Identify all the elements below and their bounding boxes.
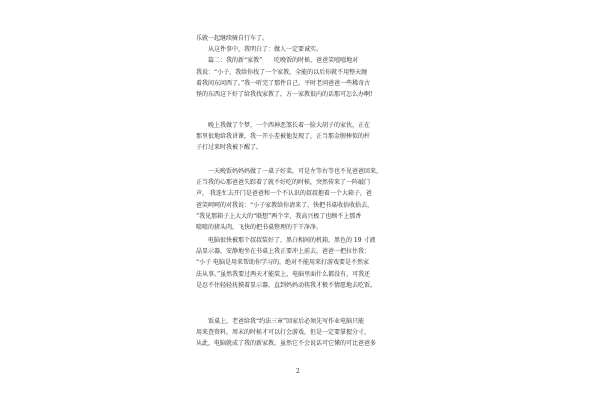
paragraph-group-1: [196, 33, 406, 100]
paragraph-group-3: [196, 166, 406, 233]
text-line: 声， 我连忙去开门是爸爸和一个不认识的叔叔抱着一个大箱子，爸: [196, 190, 372, 198]
text-line: 从这件事中，我明白了：做人一定要诚实。: [208, 46, 323, 54]
text-line: 乐就一起继续骑自行车了。: [196, 35, 269, 42]
text-line: 子打过来时我被下醒了。: [196, 144, 263, 152]
text-line: 那里很地给我讲课，我一开小差被他发现了，正当那金腥棒似的杆: [196, 133, 371, 141]
text-line: 爸笑呵呵的对我说：“小子家教给你请来了，快把书桌收拾收拾去，: [196, 201, 374, 209]
paragraph-group-4: [196, 235, 406, 291]
text-line: 怪的东西这下好了给我找家教了，方一家教很内的话那可怎么办啊!: [196, 90, 373, 98]
text-line: 从此，电脑就成了我的新家教，虽然它不会说话可它懂的可比爸爸多: [196, 340, 377, 348]
text-line: 晚上我做了个梦，一个西神恶煞长着一脸大胡子的家伙，正在: [208, 122, 371, 129]
text-line: 晶显示器，安静地坐在书桌上我正要冲上前去，爸爸一把拉住我：: [196, 248, 371, 256]
page-number: 2: [296, 368, 300, 375]
text-line: ”我见那箱子上大大的“联想”两个字，我高兴极了也顾不上那香: [196, 212, 362, 220]
text-line: 篇二：我的新“家教” 吃晚饭的时候，爸爸笑嘻嘻地对: [208, 57, 359, 65]
text-line: 是忍不住轻轻抚摸着显示器，直到妈妈动筷我才极不情愿地去吃饭。: [196, 281, 377, 289]
text-line: 法从事。”虽然我要过两天才能装上，电脑里面什么都没有，可我还: [196, 270, 371, 278]
text-line: 我说：“小子，我给你找了一个家教，全能的以后你就不用整天缠: [196, 68, 368, 76]
paragraph-group-5: [196, 316, 406, 350]
text-line: 着我问东问西了。”我一听完了那件自己，平时老问爸爸一些稀奇古: [196, 79, 371, 87]
text-line: 一天晚饭妈妈妈做了一桌子好菜，可是左等右等也不见爸爸回来，: [208, 168, 383, 175]
text-line: 用来查资料，周末的时候才可以打会游戏，但是一定要掌握分寸，: [196, 329, 371, 337]
text-line: 电脑很快被那个叔叔装好了，黑白相间的机箱，黑色的 19 寸液: [208, 237, 376, 244]
text-line: 正当我的心那爸爸失踪着了就不好吃的时候，突然传来了一阵敲门: [196, 179, 371, 187]
paragraph-group-2: [196, 120, 406, 154]
text-line: “小子 电脑是用来帮助你学习的，绝对不能用来打游戏要是不然家: [196, 259, 369, 267]
text-line: 饭桌上，老爸给我“约法三章”回家后必须先写作业电脑只能: [208, 318, 365, 325]
text-line: 喷喷的猪头肉，飞快的把书桌整理的干干净净。: [196, 223, 323, 231]
